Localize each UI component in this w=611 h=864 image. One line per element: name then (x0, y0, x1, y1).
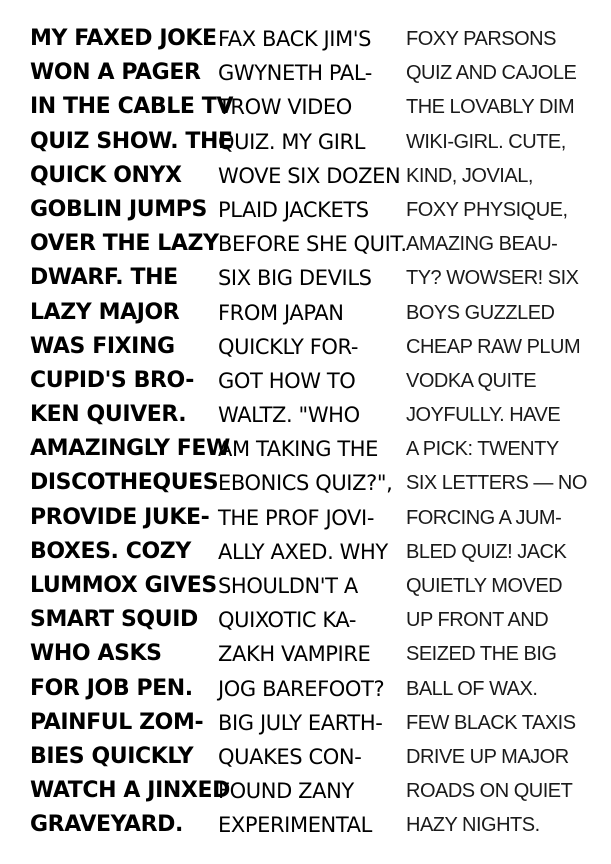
text-line: FOUND ZANY (218, 779, 354, 804)
text-line: WON A PAGER (30, 60, 201, 86)
text-line: TY? WOWSER! SIX (406, 267, 579, 290)
text-line: QUIXOTIC KA- (218, 608, 357, 633)
text-line: FORCING A JUM- (406, 506, 562, 529)
text-line: QUIZ AND CAJOLE (406, 62, 577, 85)
text-line: VODKA QUITE (406, 369, 537, 392)
text-line: WATCH A JINXED (30, 778, 230, 804)
text-line: PLAID JACKETS (218, 197, 369, 222)
text-column-light (406, 22, 591, 843)
text-line: DISCOTHEQUES (30, 470, 219, 496)
text-line: QUICKLY FOR- (218, 334, 359, 359)
text-line: FEW BLACK TAXIS (406, 711, 576, 734)
text-line: WAS FIXING (30, 333, 175, 359)
text-line: BALL OF WAX. (406, 677, 538, 700)
text-line: EXPERIMENTAL (218, 813, 372, 838)
text-line: WIKI-GIRL. CUTE, (406, 130, 566, 153)
text-line: CHEAP RAW PLUM (406, 335, 581, 358)
text-line: WALTZ. "WHO (218, 403, 360, 428)
text-line: GRAVEYARD. (30, 812, 183, 838)
text-line: AMAZING BEAU- (406, 233, 558, 256)
text-line: AM TAKING THE (218, 437, 379, 462)
text-line: DWARF. THE (30, 265, 178, 291)
text-line: GOT HOW TO (218, 368, 356, 393)
text-line: SMART SQUID (30, 607, 198, 633)
text-line: JOYFULLY. HAVE (406, 404, 561, 427)
text-line: FAX BACK JIM'S (218, 27, 372, 51)
text-line: SEIZED THE BIG (406, 643, 557, 666)
text-line: GOBLIN JUMPS (30, 196, 207, 222)
text-line: THE PROF JOVI- (218, 505, 374, 530)
text-line: KIND, JOVIAL, (406, 164, 533, 187)
text-line: BEFORE SHE QUIT. (218, 232, 407, 257)
text-line: IN THE CABLE TV (30, 94, 234, 120)
text-column-bold (30, 22, 234, 843)
text-line: MY FAXED JOKE (30, 26, 217, 51)
text-line: BIG JULY EARTH- (218, 710, 383, 735)
text-line: UP FRONT AND (406, 609, 549, 632)
text-line: SIX LETTERS — NO (406, 472, 587, 495)
text-line: THE LOVABLY DIM (406, 96, 575, 119)
text-line: ZAKH VAMPIRE (218, 642, 371, 667)
text-line: ALLY AXED. WHY (218, 539, 388, 564)
text-line: CUPID'S BRO- (30, 367, 194, 393)
text-line: KEN QUIVER. (30, 402, 187, 428)
text-line: SHOULDN'T A (218, 574, 358, 598)
text-line: HAZY NIGHTS. (406, 814, 540, 837)
text-line: QUIZ. MY GIRL (218, 129, 366, 154)
text-line: FOXY PHYSIQUE, (406, 198, 568, 221)
text-column-regular (218, 22, 407, 843)
text-line: WHO ASKS (30, 641, 162, 667)
text-line: EBONICS QUIZ?", (218, 471, 393, 496)
text-line: BLED QUIZ! JACK (406, 540, 567, 563)
text-line: FOR JOB PEN. (30, 675, 193, 701)
text-line: BOXES. COZY (30, 538, 191, 564)
text-line: AMAZINGLY FEW (30, 436, 230, 462)
text-line: FROM JAPAN (218, 300, 344, 325)
text-line: GWYNETH PAL- (218, 61, 372, 86)
text-line: FOXY PARSONS (406, 28, 556, 50)
text-line: PROVIDE JUKE- (30, 504, 210, 530)
text-line: JOG BAREFOOT? (218, 676, 385, 701)
text-line: TROW VIDEO (218, 95, 352, 120)
text-line: QUAKES CON- (218, 744, 362, 769)
text-line: BOYS GUZZLED (406, 301, 555, 324)
text-line: QUIETLY MOVED (406, 575, 563, 597)
text-line: BIES QUICKLY (30, 743, 194, 769)
text-line: ROADS ON QUIET (406, 780, 573, 803)
text-line: QUICK ONYX (30, 162, 182, 188)
text-line: DRIVE UP MAJOR (406, 745, 569, 768)
text-line: LAZY MAJOR (30, 299, 180, 325)
text-line: OVER THE LAZY (30, 231, 219, 257)
text-line: PAINFUL ZOM- (30, 709, 204, 735)
text-line: WOVE SIX DOZEN (218, 163, 401, 188)
text-line: QUIZ SHOW. THE (30, 128, 233, 154)
text-line: SIX BIG DEVILS (218, 266, 372, 291)
text-line: LUMMOX GIVES (30, 573, 217, 598)
text-line: A PICK: TWENTY (406, 438, 559, 461)
